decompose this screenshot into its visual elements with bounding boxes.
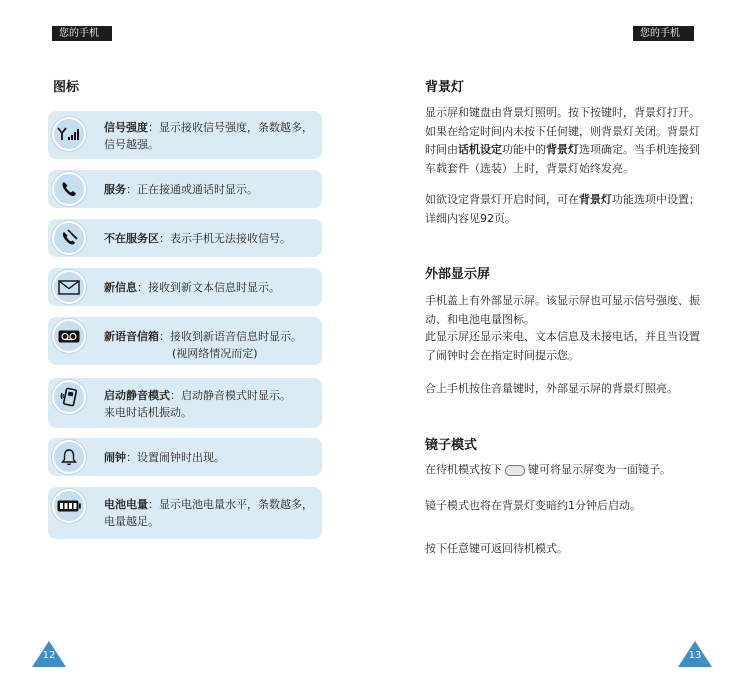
icon-sep: ： — [126, 451, 137, 464]
icon-row-battery — [48, 487, 322, 539]
icon-row-text — [104, 279, 314, 296]
icon-desc: 设置闹钟时出现。 — [137, 451, 225, 464]
external-display-paragraph-1: 手机盖上有外部显示屏。该显示屏也可显示信号强度、振动、和电池电量图标。 — [425, 294, 700, 326]
icon-row-text — [104, 387, 314, 421]
backlight-paragraph-1 — [425, 104, 700, 178]
icon-term: 启动静音模式 — [104, 389, 170, 402]
mirror-mode-paragraph-2: 镜子模式也将在背景灯变暗约1分钟后启动。 — [425, 499, 641, 512]
icon-term: 新信息 — [104, 281, 137, 294]
phone-handset-icon — [52, 172, 86, 206]
text-run: 如欲设定背景灯开启时间，可在 — [425, 193, 579, 206]
icon-row-signal-strength — [48, 111, 322, 159]
backlight-title: 背景灯 — [425, 80, 465, 95]
icon-desc: 接收到新语音信息时显示。 — [170, 330, 302, 343]
icon-desc-line2: (视网络情况而定) — [172, 347, 258, 360]
text-run: 功能中的 — [502, 143, 546, 156]
backlight-paragraph-2 — [425, 191, 700, 228]
text-run: 选项确定。当手机连接到车载套件（选装）上时，背景灯始终发亮。 — [425, 143, 700, 175]
text-run-bold: 话机设定 — [458, 143, 502, 156]
envelope-icon — [52, 270, 86, 304]
icon-row-service — [48, 170, 322, 208]
icon-row-text — [104, 328, 314, 362]
icon-sep: ： — [148, 498, 159, 511]
icon-desc: 接收到新文本信息时显示。 — [148, 281, 280, 294]
icon-term: 电池电量 — [104, 498, 148, 511]
text-run: 在待机模式按下 — [425, 463, 502, 476]
icon-term: 信号强度 — [104, 121, 148, 134]
icon-row-text — [104, 496, 314, 530]
icon-sep: ： — [137, 281, 148, 294]
icons-section-title: 图标 — [53, 80, 80, 95]
page-number-text: 12 — [42, 650, 56, 661]
icon-desc: 表示手机无法接收信号。 — [170, 232, 291, 245]
icon-row-voicemail — [48, 317, 322, 365]
icon-row-text — [104, 119, 314, 153]
page-number-left — [32, 641, 66, 667]
icon-row-text — [104, 181, 314, 198]
external-display-paragraph-3: 合上手机按住音量键时，外部显示屏的背景灯照亮。 — [425, 382, 678, 395]
text-run: 键可将显示屏变为一面镜子。 — [528, 463, 671, 476]
icon-row-text — [104, 230, 314, 247]
icon-term: 服务 — [104, 183, 126, 196]
signal-strength-icon — [52, 117, 86, 151]
icon-desc: 正在接通或通话时显示。 — [137, 183, 258, 196]
text-run: 显示屏和键盘由背景灯照明。按下按键时，背景灯打开。如果在给定时间内未按下任何键，则背景灯关闭。背景灯时间由 — [425, 106, 700, 156]
mirror-mode-paragraph-1 — [425, 461, 700, 480]
mirror-mode-title: 镜子模式 — [425, 438, 478, 453]
silent-mode-icon — [52, 380, 86, 414]
no-service-icon — [52, 221, 86, 255]
header-tab-left: 您的手机 — [52, 26, 112, 41]
page-number-text: 13 — [688, 650, 702, 661]
battery-icon — [52, 489, 86, 523]
text-run-bold: 背景灯 — [546, 143, 579, 156]
text-run-bold: 背景灯 — [579, 193, 612, 206]
voicemail-icon — [52, 319, 86, 353]
external-display-title: 外部显示屏 — [425, 267, 491, 282]
icon-sep: ： — [170, 389, 181, 402]
icon-term: 不在服务区 — [104, 232, 159, 245]
icon-desc-line2: 电量越足。 — [104, 515, 159, 528]
icon-desc-line2: 来电时话机振动。 — [104, 406, 192, 419]
icon-row-new-message — [48, 268, 322, 306]
icon-sep: ： — [126, 183, 137, 196]
icon-desc: 显示接收信号强度，条数越多， — [159, 121, 313, 134]
external-display-paragraph-2: 此显示屏还显示来电、文本信息及未接电话，并且当设置了闹钟时会在指定时间提示您。 — [425, 330, 700, 362]
icon-desc: 启动静音模式时显示。 — [181, 389, 291, 402]
icon-row-silent-mode — [48, 378, 322, 428]
header-tab-right: 您的手机 — [633, 26, 694, 41]
icon-desc: 显示电池电量水平，条数越多， — [159, 498, 313, 511]
alarm-bell-icon — [52, 440, 86, 474]
icon-desc-line2: 信号越强。 — [104, 138, 159, 151]
page-number-right — [678, 641, 712, 667]
mirror-mode-paragraph-3: 按下任意键可返回待机模式。 — [425, 542, 568, 555]
icon-sep: ： — [159, 330, 170, 343]
icon-row-text — [104, 449, 314, 466]
icon-row-no-service — [48, 219, 322, 257]
icon-term: 新语音信箱 — [104, 330, 159, 343]
text-run: 功能选项中设置；详细内容见92页。 — [425, 193, 700, 225]
icon-row-alarm — [48, 438, 322, 476]
icon-sep: ： — [148, 121, 159, 134]
soft-key-icon — [505, 465, 525, 476]
icon-sep: ： — [159, 232, 170, 245]
icon-term: 闹钟 — [104, 451, 126, 464]
